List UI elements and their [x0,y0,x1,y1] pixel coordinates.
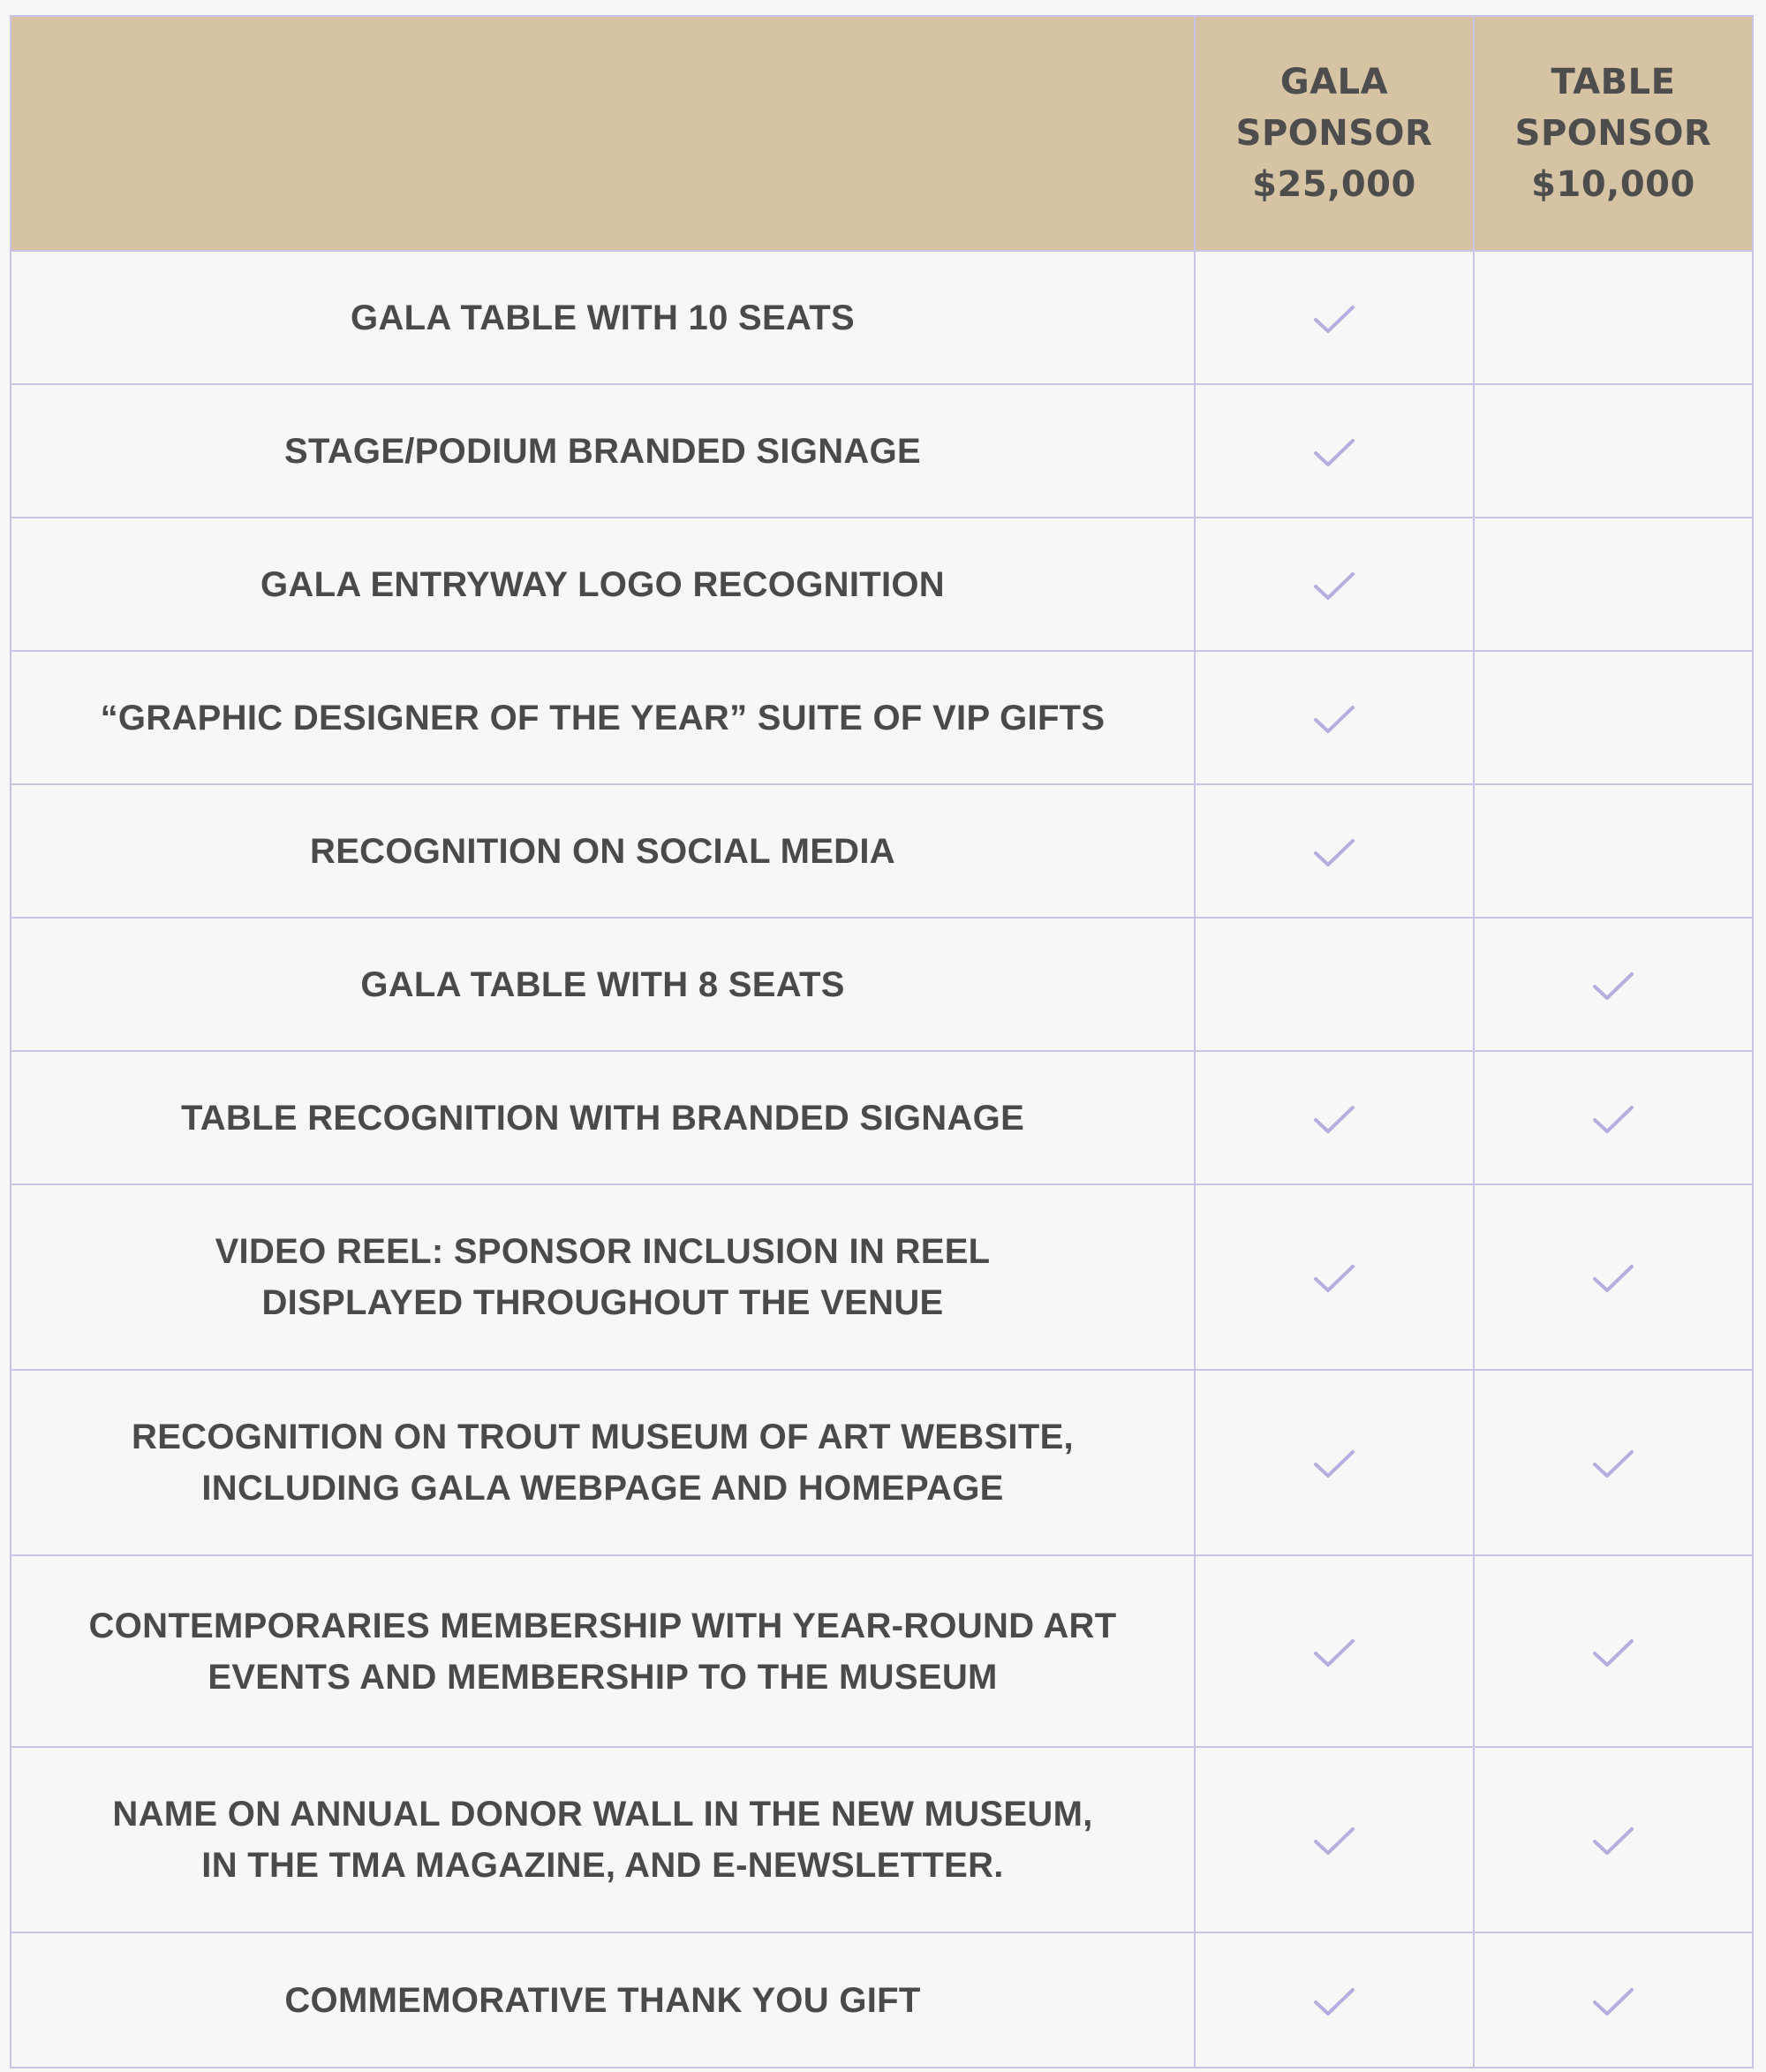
benefit-text: DISPLAYED THROUGHOUT THE VENUE [261,1283,944,1322]
benefit-cell [11,1747,1195,1932]
gala-sponsor-cell [1195,1051,1474,1184]
table-sponsor-cell [1474,518,1753,651]
check-icon [1311,435,1357,471]
check-icon [1311,702,1357,737]
table-sponsor-cell [1474,1184,1753,1370]
table-row [11,518,1753,651]
table-sponsor-price: $10,000 [1531,164,1695,205]
benefit-text: COMMEMORATIVE THANK YOU GIFT [284,1980,921,2020]
sponsorship-benefits-table [10,15,1754,2068]
table-row [11,1370,1753,1555]
benefit-text: STAGE/PODIUM BRANDED SIGNAGE [283,431,922,471]
benefit-text: VIDEO REEL: SPONSOR INCLUSION IN REEL [215,1232,991,1271]
check-icon [1590,1636,1636,1671]
benefit-cell [11,651,1195,784]
table-row [11,1932,1753,2068]
table-sponsor-cell [1474,651,1753,784]
gala-sponsor-cell [1195,1555,1474,1747]
check-icon [1311,1102,1357,1138]
table-sponsor-cell [1474,251,1753,384]
table-sponsor-cell [1474,784,1753,918]
benefit-text: INCLUDING GALA WEBPAGE AND HOMEPAGE [201,1469,1004,1508]
benefit-cell [11,251,1195,384]
check-icon [1311,1824,1357,1859]
benefit-cell [11,518,1195,651]
benefit-text: NAME ON ANNUAL DONOR WALL IN THE NEW MUSEUM, [112,1795,1093,1834]
benefit-cell [11,1051,1195,1184]
check-icon [1590,1261,1636,1297]
gala-sponsor-price: $25,000 [1252,164,1416,205]
table-sponsor-header-line: SPONSOR [1514,113,1712,154]
check-icon [1590,969,1636,1004]
benefit-text: EVENTS AND MEMBERSHIP TO THE MUSEUM [208,1657,998,1697]
gala-sponsor-header-line: SPONSOR [1235,113,1433,154]
table-sponsor-header-line: TABLE [1551,62,1676,102]
gala-sponsor-header [1195,16,1474,251]
benefit-column-header [11,16,1195,251]
check-icon [1311,1261,1357,1297]
benefit-cell [11,1555,1195,1747]
benefit-text: “GRAPHIC DESIGNER OF THE YEAR” SUITE OF VIP GIFTS [100,698,1106,737]
gala-sponsor-cell [1195,918,1474,1051]
table-row [11,251,1753,384]
benefit-text: GALA ENTRYWAY LOGO RECOGNITION [260,564,945,604]
benefit-text: CONTEMPORARIES MEMBERSHIP WITH YEAR-ROUND ART [88,1606,1117,1645]
benefit-text: RECOGNITION ON SOCIAL MEDIA [310,831,895,871]
gala-sponsor-cell [1195,251,1474,384]
table-row [11,1747,1753,1932]
benefit-cell [11,784,1195,918]
benefit-cell [11,1370,1195,1555]
header-row [11,16,1753,251]
table-row [11,1555,1753,1747]
check-icon [1311,569,1357,604]
table-sponsor-cell [1474,1051,1753,1184]
table-sponsor-header [1474,16,1753,251]
table-sponsor-cell [1474,1747,1753,1932]
gala-sponsor-header-line: GALA [1279,62,1389,102]
table-row [11,1051,1753,1184]
table-row [11,918,1753,1051]
check-icon [1590,1102,1636,1138]
benefit-text: IN THE TMA MAGAZINE, AND E-NEWSLETTER. [201,1846,1004,1885]
check-icon [1311,836,1357,871]
check-icon [1311,302,1357,337]
check-icon [1311,1636,1357,1671]
table-sponsor-cell [1474,384,1753,518]
gala-sponsor-cell [1195,1747,1474,1932]
benefit-text: TABLE RECOGNITION WITH BRANDED SIGNAGE [180,1098,1025,1138]
gala-sponsor-cell [1195,1370,1474,1555]
check-icon [1590,1824,1636,1859]
gala-sponsor-cell [1195,651,1474,784]
table-row [11,384,1753,518]
benefit-text: RECOGNITION ON TROUT MUSEUM OF ART WEBSITE, [132,1418,1074,1456]
table-row [11,784,1753,918]
table-sponsor-cell [1474,1555,1753,1747]
gala-sponsor-cell [1195,1184,1474,1370]
check-icon [1311,1985,1357,2020]
benefit-text: GALA TABLE WITH 8 SEATS [360,964,845,1004]
benefit-cell [11,1932,1195,2068]
benefit-cell [11,384,1195,518]
check-icon [1590,1985,1636,2020]
check-icon [1311,1447,1357,1482]
table-sponsor-cell [1474,1370,1753,1555]
check-icon [1590,1447,1636,1482]
benefit-cell [11,1184,1195,1370]
gala-sponsor-cell [1195,784,1474,918]
gala-sponsor-cell [1195,518,1474,651]
benefit-cell [11,918,1195,1051]
table-row [11,651,1753,784]
table-row [11,1184,1753,1370]
table-sponsor-cell [1474,918,1753,1051]
gala-sponsor-cell [1195,1932,1474,2068]
benefit-text: GALA TABLE WITH 10 SEATS [351,298,855,337]
gala-sponsor-cell [1195,384,1474,518]
table-sponsor-cell [1474,1932,1753,2068]
